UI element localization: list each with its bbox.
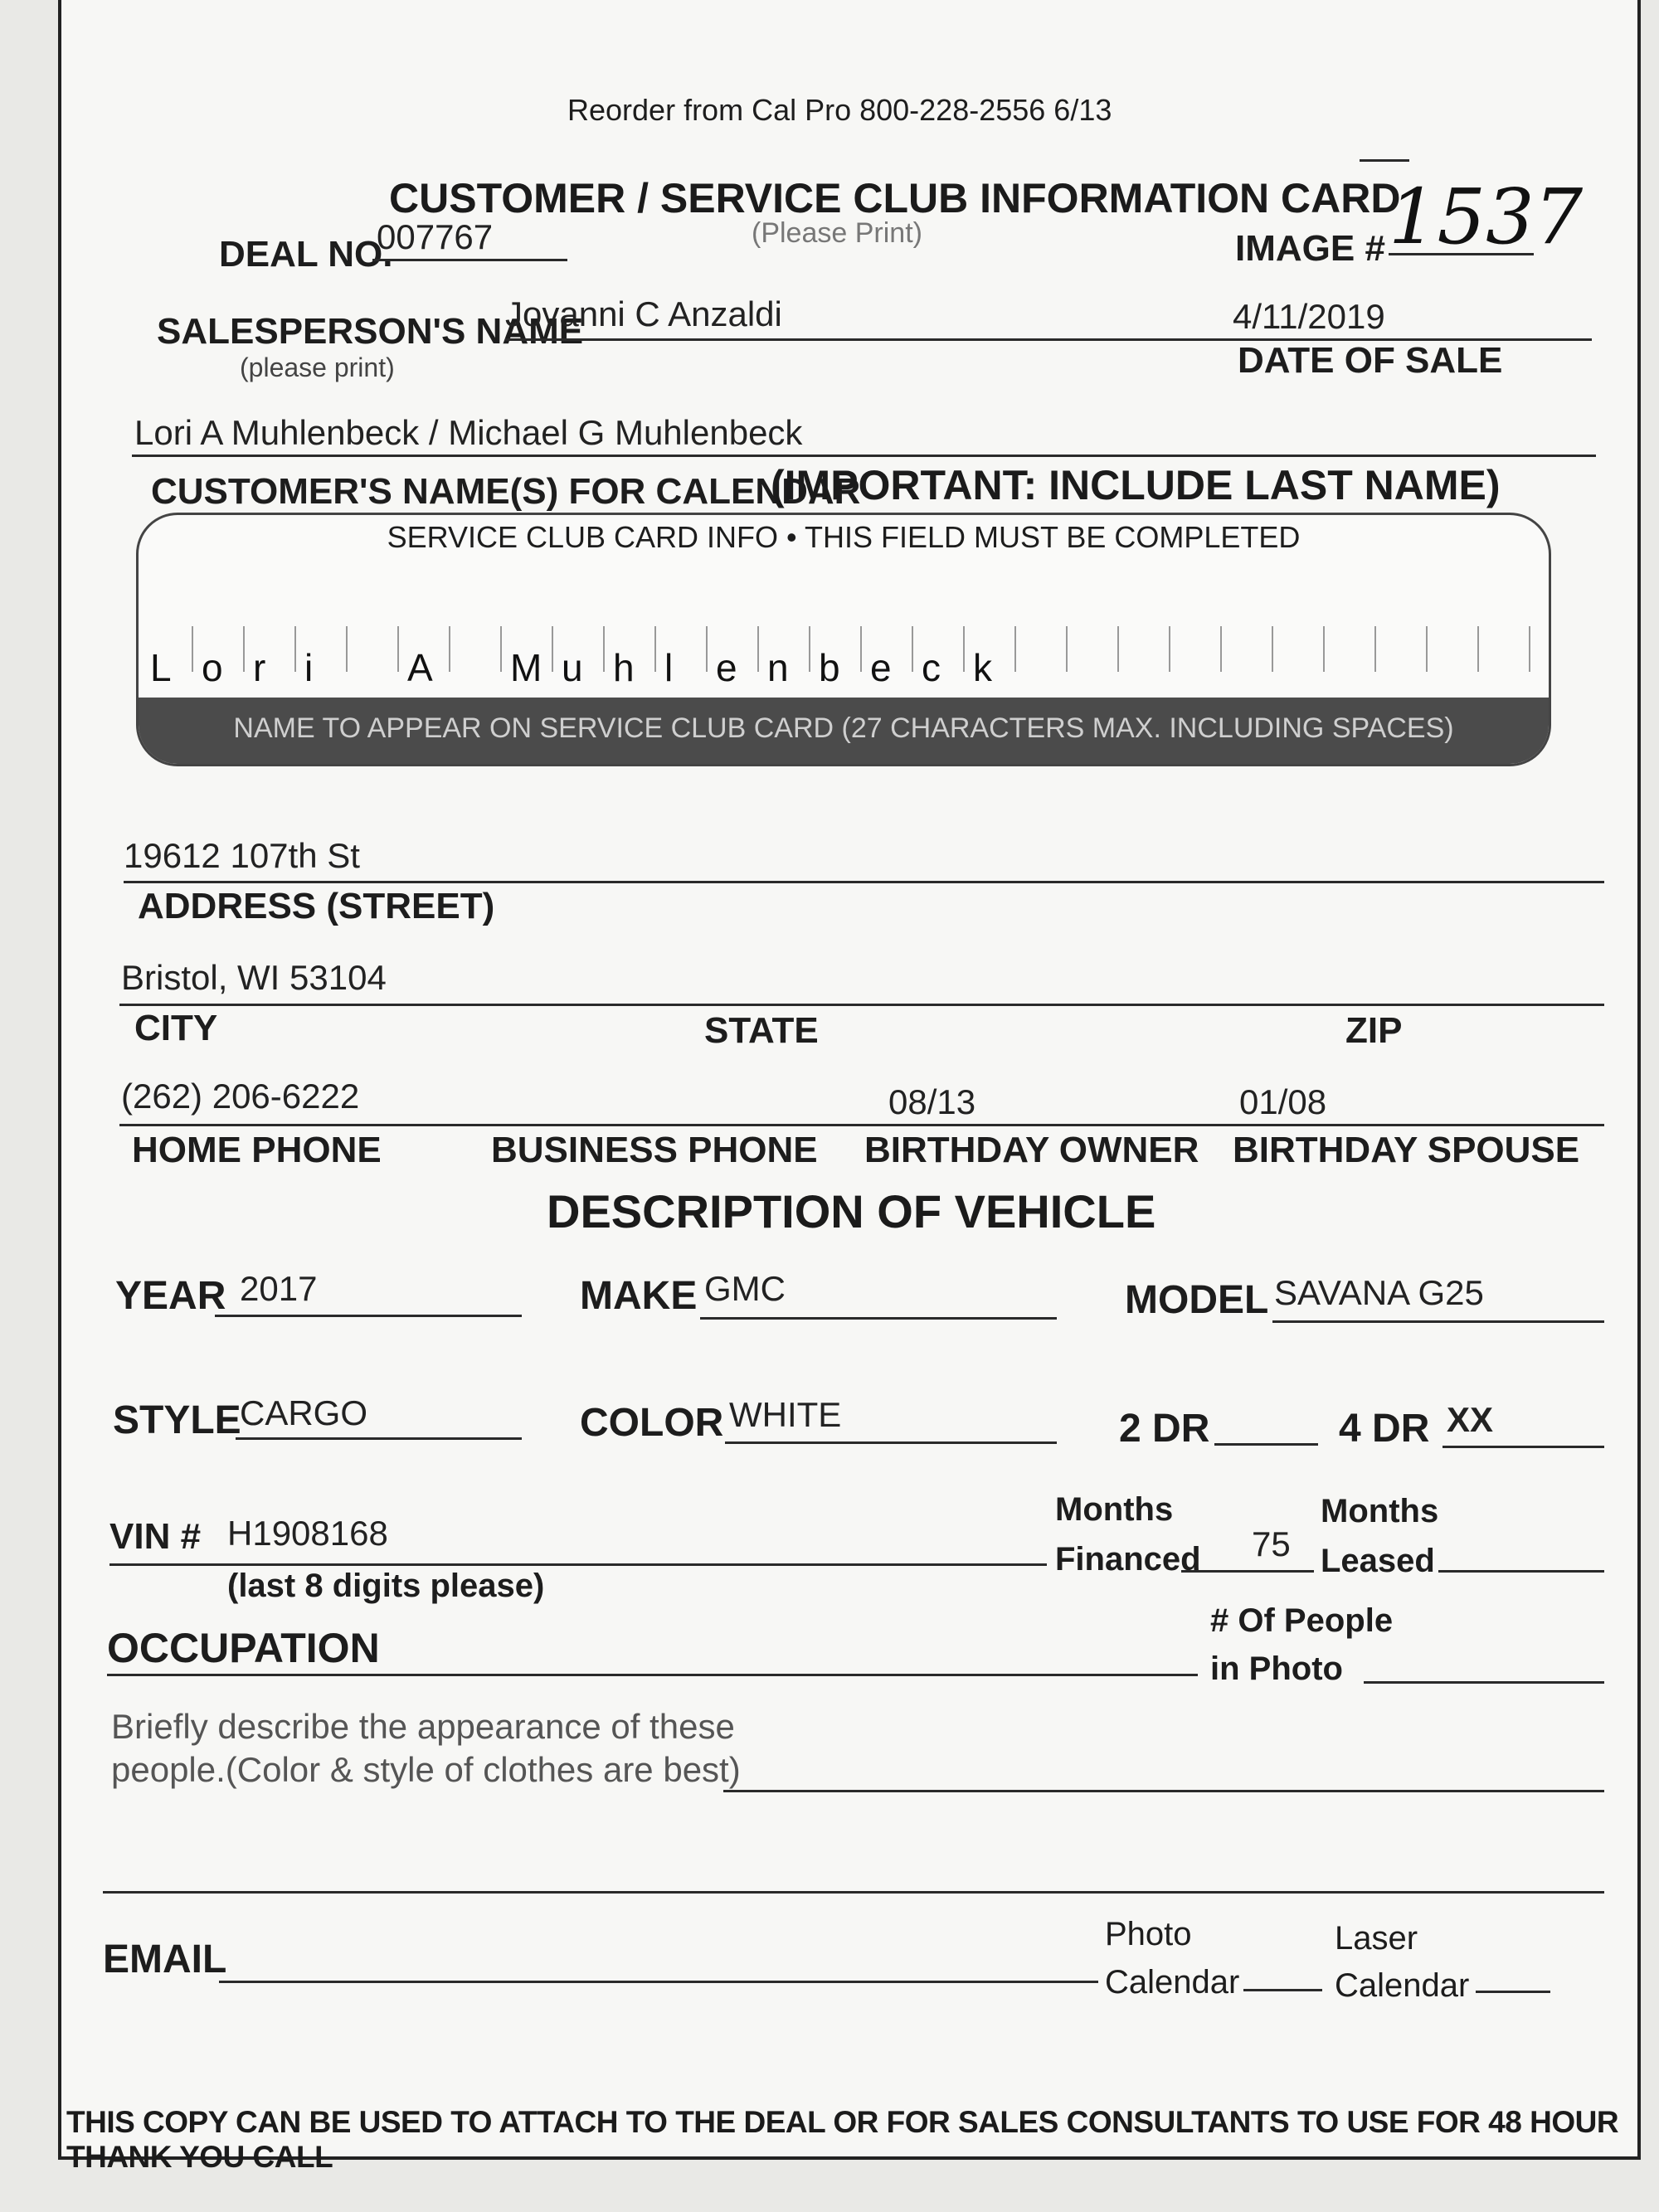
- vin-sub: (last 8 digits please): [227, 1568, 545, 1604]
- color-label: COLOR: [580, 1401, 724, 1445]
- char-slot-8[interactable]: u: [562, 646, 583, 689]
- char-slot-divider: [603, 626, 605, 672]
- char-slot-divider: [192, 626, 193, 672]
- four-door-value[interactable]: XX: [1447, 1400, 1494, 1439]
- photo-calendar-label-1: Photo: [1105, 1916, 1192, 1952]
- months-leased-label-1: Months: [1321, 1493, 1439, 1529]
- footer-note: THIS COPY CAN BE USED TO ATTACH TO THE DEAL OR FOR SALES CONSULTANTS TO USE FOR 48 HOUR THANK YOU CALL: [66, 2105, 1619, 2174]
- char-slot-divider: [1426, 626, 1428, 672]
- char-slot-9[interactable]: h: [613, 646, 635, 689]
- home-phone-label: HOME PHONE: [132, 1130, 382, 1170]
- birthday-spouse-label: BIRTHDAY SPOUSE: [1233, 1130, 1580, 1170]
- char-slot-divider: [1529, 626, 1530, 672]
- salesperson-sub: (please print): [240, 352, 395, 382]
- char-slot-divider: [912, 626, 913, 672]
- char-slot-divider: [1220, 626, 1222, 672]
- form-title: CUSTOMER / SERVICE CLUB INFORMATION CARD: [389, 175, 1401, 221]
- char-slot-divider: [1014, 626, 1016, 672]
- char-slot-16[interactable]: k: [973, 646, 992, 689]
- financed-value[interactable]: 75: [1252, 1524, 1291, 1563]
- char-slot-1[interactable]: o: [202, 646, 223, 689]
- char-slot-divider: [449, 626, 450, 672]
- street-value[interactable]: 19612 107th St: [124, 836, 360, 875]
- service-club-box: [136, 513, 1551, 766]
- service-club-footer-band: [139, 698, 1549, 764]
- zip-label: ZIP: [1345, 1010, 1403, 1051]
- service-club-heading: SERVICE CLUB CARD INFO • THIS FIELD MUST BE COMPLETED: [387, 520, 1301, 554]
- home-phone-value[interactable]: (262) 206-6222: [121, 1077, 360, 1116]
- style-value[interactable]: CARGO: [240, 1393, 368, 1432]
- image-no-value[interactable]: 1537: [1389, 173, 1584, 261]
- make-label: MAKE: [580, 1274, 698, 1318]
- date-of-sale-value[interactable]: 4/11/2019: [1233, 297, 1385, 336]
- deal-no-value[interactable]: 007767: [377, 217, 494, 256]
- vehicle-heading: DESCRIPTION OF VEHICLE: [547, 1185, 1156, 1237]
- birthday-spouse-value[interactable]: 01/08: [1239, 1082, 1327, 1121]
- char-slot-11[interactable]: e: [716, 646, 737, 689]
- char-slot-divider: [860, 626, 862, 672]
- vin-label: VIN #: [109, 1516, 202, 1557]
- char-slot-5[interactable]: A: [407, 646, 433, 689]
- year-value[interactable]: 2017: [240, 1269, 318, 1308]
- char-slot-0[interactable]: L: [150, 646, 172, 689]
- info-card: [58, 0, 1641, 2174]
- char-slot-divider: [1117, 626, 1119, 672]
- char-slot-divider: [243, 626, 245, 672]
- char-slot-divider: [1323, 626, 1325, 672]
- occupation-label: OCCUPATION: [107, 1625, 380, 1671]
- business-phone-label: BUSINESS PHONE: [491, 1130, 818, 1170]
- year-label: YEAR: [115, 1274, 226, 1318]
- style-label: STYLE: [113, 1398, 241, 1442]
- email-label: EMAIL: [103, 1937, 227, 1981]
- char-slot-divider: [1374, 626, 1376, 672]
- people-label-2: in Photo: [1210, 1650, 1343, 1687]
- birthday-owner-value[interactable]: 08/13: [888, 1082, 976, 1121]
- char-slot-divider: [963, 626, 965, 672]
- char-slot-divider: [397, 626, 399, 672]
- photo-calendar-label-2: Calendar: [1105, 1964, 1240, 2001]
- char-slot-divider: [1066, 626, 1068, 672]
- four-door-label: 4 DR: [1339, 1407, 1430, 1451]
- char-slot-divider: [1477, 626, 1479, 672]
- please-print-note: (Please Print): [752, 217, 922, 249]
- vin-value[interactable]: H1908168: [227, 1514, 388, 1553]
- date-of-sale-label: DATE OF SALE: [1238, 340, 1503, 381]
- important-note: (IMPORTANT: INCLUDE LAST NAME): [771, 462, 1501, 508]
- salesperson-value[interactable]: Jovanni C Anzaldi: [505, 294, 782, 333]
- char-slot-divider: [500, 626, 502, 672]
- char-slot-10[interactable]: l: [664, 646, 674, 689]
- financed-label: Financed: [1055, 1541, 1201, 1578]
- two-door-label: 2 DR: [1119, 1407, 1210, 1451]
- char-slot-divider: [552, 626, 553, 672]
- people-label-1: # Of People: [1210, 1602, 1394, 1639]
- reorder-text: Reorder from Cal Pro 800-228-2556 6/13: [567, 93, 1112, 127]
- char-slot-divider: [1272, 626, 1273, 672]
- street-label: ADDRESS (STREET): [138, 886, 495, 926]
- char-slot-divider: [346, 626, 348, 672]
- char-slot-divider: [654, 626, 656, 672]
- describe-label-1: Briefly describe the appearance of these: [111, 1707, 735, 1746]
- state-label: STATE: [704, 1010, 819, 1051]
- char-slot-7[interactable]: M: [510, 646, 542, 689]
- birthday-owner-label: BIRTHDAY OWNER: [864, 1130, 1199, 1170]
- char-slot-12[interactable]: n: [767, 646, 789, 689]
- char-slot-divider: [294, 626, 296, 672]
- make-value[interactable]: GMC: [704, 1269, 786, 1308]
- deal-no-label: DEAL NO.: [219, 234, 393, 275]
- char-slot-13[interactable]: b: [819, 646, 840, 689]
- char-slot-divider: [757, 626, 759, 672]
- image-no-label: IMAGE #: [1235, 228, 1385, 269]
- salesperson-label: SALESPERSON'S NAME: [157, 311, 584, 352]
- laser-calendar-label-1: Laser: [1335, 1920, 1418, 1957]
- leased-label: Leased: [1321, 1543, 1435, 1579]
- char-slot-3[interactable]: i: [304, 646, 314, 689]
- describe-label-2: people.(Color & style of clothes are best): [111, 1750, 741, 1789]
- laser-calendar-label-2: Calendar: [1335, 1967, 1470, 2004]
- char-slot-divider: [1169, 626, 1170, 672]
- model-value[interactable]: SAVANA G25: [1274, 1273, 1484, 1312]
- months-financed-label-1: Months: [1055, 1491, 1174, 1528]
- customer-names-label: CUSTOMER'S NAME(S) FOR CALENDAR: [151, 471, 861, 512]
- service-club-footer: NAME TO APPEAR ON SERVICE CLUB CARD (27 CHARACTERS MAX. INCLUDING SPACES): [233, 712, 1454, 744]
- customer-names-value[interactable]: Lori A Muhlenbeck / Michael G Muhlenbeck: [134, 413, 803, 452]
- color-value[interactable]: WHITE: [729, 1395, 842, 1434]
- char-slot-15[interactable]: c: [922, 646, 941, 689]
- char-slot-divider: [809, 626, 810, 672]
- city-value[interactable]: Bristol, WI 53104: [121, 958, 387, 997]
- city-label: CITY: [134, 1008, 218, 1048]
- char-slot-divider: [706, 626, 708, 672]
- char-slot-14[interactable]: e: [870, 646, 892, 689]
- model-label: MODEL: [1125, 1278, 1269, 1322]
- char-slot-2[interactable]: r: [253, 646, 266, 689]
